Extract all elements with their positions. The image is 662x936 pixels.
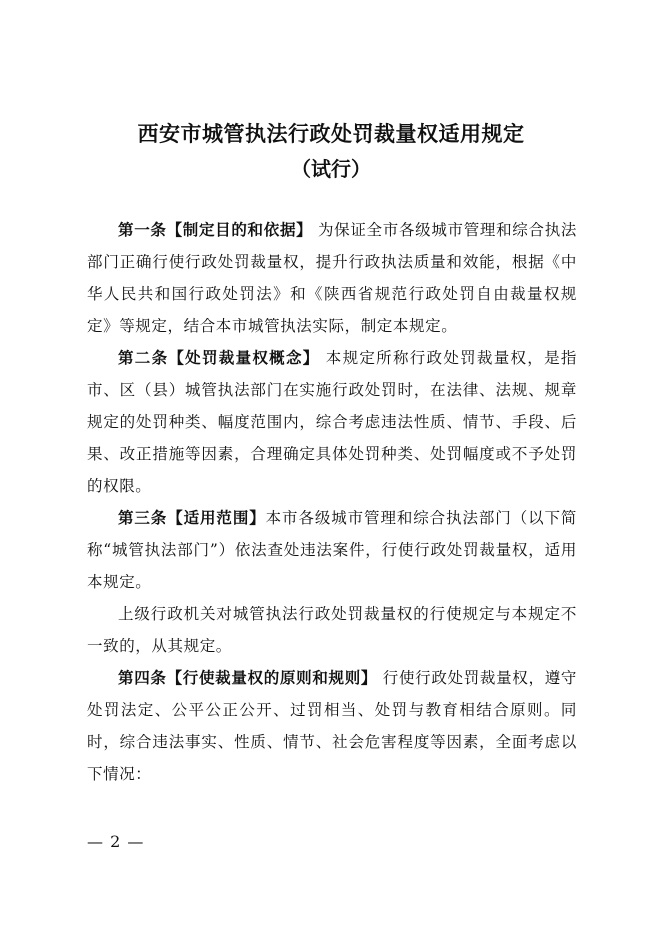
page-number: — 2 — — [87, 832, 145, 851]
article-heading: 第一条【制定目的和依据】 — [118, 221, 313, 239]
article-4 — [87, 662, 577, 790]
document-body — [87, 214, 577, 790]
document-subtitle: （试行） — [291, 157, 371, 181]
article-text: 行使行政处罚裁量权，遵守处罚法定、公平公正公开、过罚相当、处罚与教育相结合原则。同时，综合违法事实、性质、情节、社会危害程度等因素，全面考虑以下情况： — [87, 669, 577, 783]
article-text: 本规定所称行政处罚裁量权，是指市、区（县）城管执法部门在实施行政处罚时，在法律、法规、规章规定的处罚种类、幅度范围内，综合考虑违法性质、情节、手段、后果、改正措施等因素，合理确定具体处罚种类、处罚幅度或不予处罚的权限。 — [87, 349, 578, 495]
article-text: 为保证全市各级城市管理和综合执法部门正确行使行政处罚裁量权，提升行政执法质量和效能，根据《中华人民共和国行政处罚法》和《陕西省规范行政处罚自由裁量权规定》等规定，结合本市城管执法实际，制定本规定。 — [87, 221, 577, 335]
document-title: 西安市城管执法行政处罚裁量权适用规定 — [137, 121, 525, 146]
article-3-clause — [87, 598, 577, 662]
article-heading: 第三条【适用范围】 — [118, 509, 266, 527]
article-2 — [87, 342, 577, 502]
article-3 — [87, 502, 577, 598]
article-text: 上级行政机关对城管执法行政处罚裁量权的行使规定与本规定不一致的，从其规定。 — [87, 605, 577, 655]
article-heading: 第二条【处罚裁量权概念】 — [118, 349, 320, 367]
article-text: 本市各级城市管理和综合执法部门（以下简称“城管执法部门”）依法查处违法案件，行使行政处罚裁量权，适用本规定。 — [87, 509, 578, 591]
article-1 — [87, 214, 577, 342]
article-heading: 第四条【行使裁量权的原则和规则】 — [118, 669, 378, 687]
